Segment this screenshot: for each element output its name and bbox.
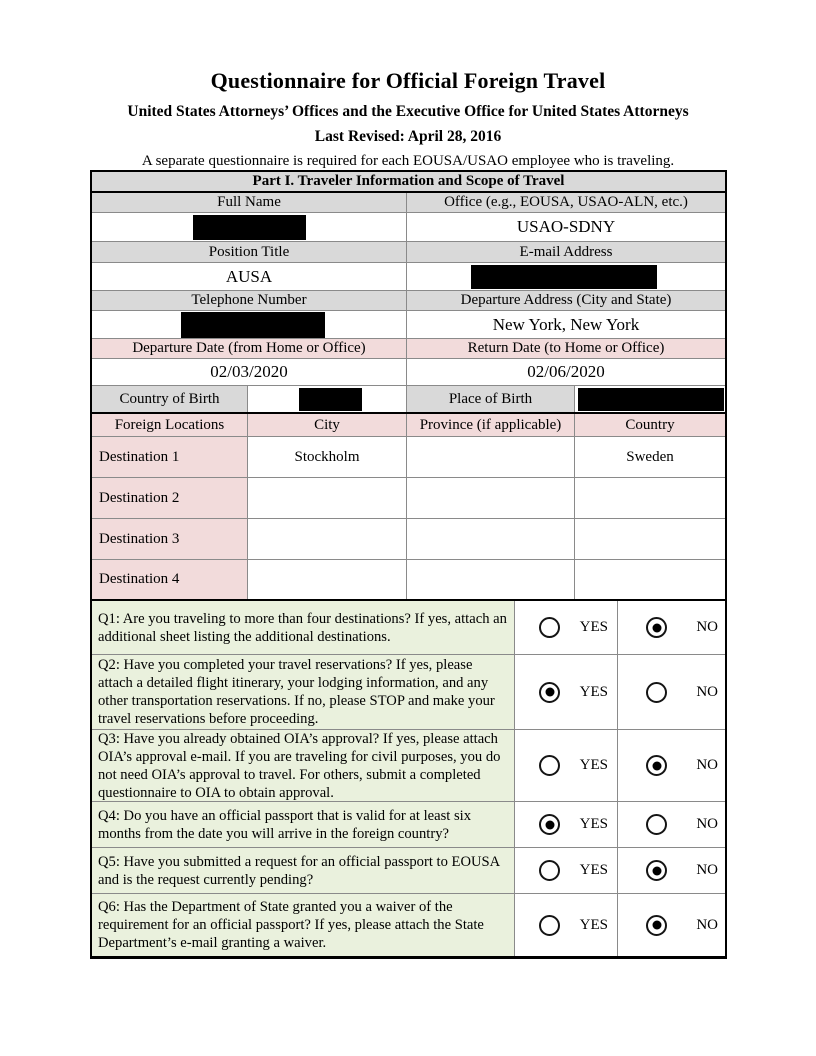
departure-date-field[interactable]: 02/03/2020: [92, 359, 407, 385]
q1-no-option[interactable]: [618, 601, 725, 654]
destination-1-city-field[interactable]: Stockholm: [248, 437, 407, 477]
destination-row-3: [92, 519, 725, 560]
destination-3-country-field[interactable]: [575, 519, 725, 559]
question-text-q3: Q3: Have you already obtained OIA’s approval? If yes, please attach OIA’s approval e-mail. If you are traveling for civil purposes, you do not need OIA’s approval to travel. For others, submit a completed questionnaire to OIA to obtain approval.: [92, 730, 515, 801]
telephone-redaction-bar: [181, 312, 325, 338]
q2-yes-option[interactable]: [515, 655, 618, 729]
q5-no-option[interactable]: [618, 848, 725, 893]
email-label: E-mail Address: [407, 242, 725, 262]
place-of-birth-redaction-bar: [578, 388, 724, 411]
email-redaction-bar: [471, 265, 657, 289]
telephone-field[interactable]: [92, 311, 407, 338]
destination-row-1: [92, 437, 725, 478]
full-name-redaction-bar: [193, 215, 306, 240]
place-of-birth-field[interactable]: [575, 386, 725, 412]
question-row-q1: [92, 601, 725, 655]
destination-3-city-field[interactable]: [248, 519, 407, 559]
position-title-label: Position Title: [92, 242, 407, 262]
destination-3-province-field[interactable]: [407, 519, 575, 559]
question-row-q3: [92, 730, 725, 802]
no-label: NO: [696, 816, 718, 832]
question-text-q6: Q6: Has the Department of State granted you a waiver of the requirement for an official passport? If yes, please attach the State Department’s e-mail granting a waiver.: [92, 894, 515, 956]
radio-yes[interactable]: [539, 915, 560, 936]
labels-row-dates: [92, 339, 725, 359]
return-date-label: Return Date (to Home or Office): [407, 339, 725, 358]
destination-2-city-field[interactable]: [248, 478, 407, 518]
question-row-q4: [92, 802, 725, 848]
destination-row-4: [92, 560, 725, 601]
revision-date: Last Revised: April 28, 2016: [314, 128, 502, 145]
no-label: NO: [696, 916, 718, 933]
question-text-q4: Q4: Do you have an official passport that is valid for at least six months from the date you will arrive in the foreign country?: [92, 802, 515, 847]
part1-table: [90, 170, 727, 959]
q3-yes-option[interactable]: [515, 730, 618, 801]
country-header: Country: [575, 414, 725, 436]
full-name-label: Full Name: [92, 193, 407, 212]
country-of-birth-label: Country of Birth: [92, 386, 248, 412]
radio-yes[interactable]: [539, 617, 560, 638]
no-label: NO: [696, 683, 718, 700]
radio-yes[interactable]: [539, 682, 560, 703]
page-title: Questionnaire for Official Foreign Travel: [210, 68, 606, 93]
destination-4-label: Destination 4: [92, 560, 248, 599]
email-field[interactable]: [407, 263, 725, 290]
yes-label: YES: [579, 757, 608, 773]
destination-3-label: Destination 3: [92, 519, 248, 559]
q4-no-option[interactable]: [618, 802, 725, 847]
destination-2-country-field[interactable]: [575, 478, 725, 518]
question-row-q2: [92, 655, 725, 730]
question-row-q5: [92, 848, 725, 894]
yes-label: YES: [579, 683, 608, 700]
yes-label: YES: [579, 619, 608, 635]
destination-1-label: Destination 1: [92, 437, 248, 477]
destination-1-country-field[interactable]: Sweden: [626, 448, 674, 465]
return-date-field[interactable]: 02/06/2020: [527, 362, 605, 381]
departure-date-label: Departure Date (from Home or Office): [92, 339, 407, 358]
destination-4-country-field[interactable]: [575, 560, 725, 599]
labels-row-phone-address: [92, 291, 725, 311]
yes-label: YES: [579, 816, 608, 832]
departure-address-field[interactable]: New York, New York: [492, 314, 640, 334]
question-text-q1: Q1: Are you traveling to more than four destinations? If yes, attach an additional sheet listing the additional destinations.: [92, 601, 515, 654]
radio-no[interactable]: [646, 915, 667, 936]
destination-row-2: [92, 478, 725, 519]
q4-yes-option[interactable]: [515, 802, 618, 847]
radio-no[interactable]: [646, 814, 667, 835]
departure-address-label: Departure Address (City and State): [407, 291, 725, 310]
yes-label: YES: [579, 862, 608, 878]
no-label: NO: [696, 619, 718, 635]
instruction-note: A separate questionnaire is required for each EOUSA/USAO employee who is traveling.: [141, 153, 675, 169]
labels-row-name-office: [92, 193, 725, 213]
telephone-label: Telephone Number: [92, 291, 407, 310]
q1-yes-option[interactable]: [515, 601, 618, 654]
q2-no-option[interactable]: [618, 655, 725, 729]
radio-yes[interactable]: [539, 814, 560, 835]
birth-row: [92, 386, 725, 414]
values-row-phone-address: [92, 311, 725, 339]
q6-no-option[interactable]: [618, 894, 725, 956]
radio-no[interactable]: [646, 617, 667, 638]
q5-yes-option[interactable]: [515, 848, 618, 893]
radio-no[interactable]: [646, 860, 667, 881]
values-row-name-office: [92, 213, 725, 242]
country-of-birth-field[interactable]: [248, 386, 407, 412]
labels-row-position-email: [92, 242, 725, 263]
full-name-field[interactable]: [92, 213, 407, 241]
question-text-q5: Q5: Have you submitted a request for an official passport to EOUSA and is the request currently pending?: [92, 848, 515, 893]
city-header: City: [248, 414, 407, 436]
values-row-position-email: [92, 263, 725, 291]
destination-2-province-field[interactable]: [407, 478, 575, 518]
part1-section-header: Part I. Traveler Information and Scope of Travel: [92, 172, 725, 193]
office-field[interactable]: USAO-SDNY: [516, 217, 616, 236]
page-subtitle: United States Attorneys’ Offices and the Executive Office for United States Attorneys: [127, 103, 689, 120]
question-text-q2: Q2: Have you completed your travel reservations? If yes, please attach a detailed flight itinerary, your lodging information, and any other transportation reservations. If no, please STOP and make your travel reservations before proceeding.: [92, 655, 515, 729]
radio-no[interactable]: [646, 682, 667, 703]
radio-yes[interactable]: [539, 860, 560, 881]
destination-4-province-field[interactable]: [407, 560, 575, 599]
foreign-locations-header: Foreign Locations: [92, 414, 248, 436]
question-row-q6: [92, 894, 725, 956]
province-header: Province (if applicable): [407, 414, 575, 436]
no-label: NO: [696, 757, 718, 773]
q3-no-option[interactable]: [618, 730, 725, 801]
position-title-field[interactable]: AUSA: [92, 263, 407, 290]
q6-yes-option[interactable]: [515, 894, 618, 956]
destination-4-city-field[interactable]: [248, 560, 407, 599]
office-label: Office (e.g., EOUSA, USAO-ALN, etc.): [407, 193, 725, 212]
destinations-header-row: [92, 414, 725, 437]
place-of-birth-label: Place of Birth: [407, 386, 575, 412]
country-of-birth-redaction-bar: [299, 388, 362, 411]
radio-yes[interactable]: [539, 755, 560, 776]
document-header: [0, 0, 816, 170]
destination-2-label: Destination 2: [92, 478, 248, 518]
radio-no[interactable]: [646, 755, 667, 776]
destination-1-province-field[interactable]: [407, 437, 575, 477]
values-row-dates: [92, 359, 725, 386]
yes-label: YES: [579, 916, 608, 933]
no-label: NO: [696, 862, 718, 878]
